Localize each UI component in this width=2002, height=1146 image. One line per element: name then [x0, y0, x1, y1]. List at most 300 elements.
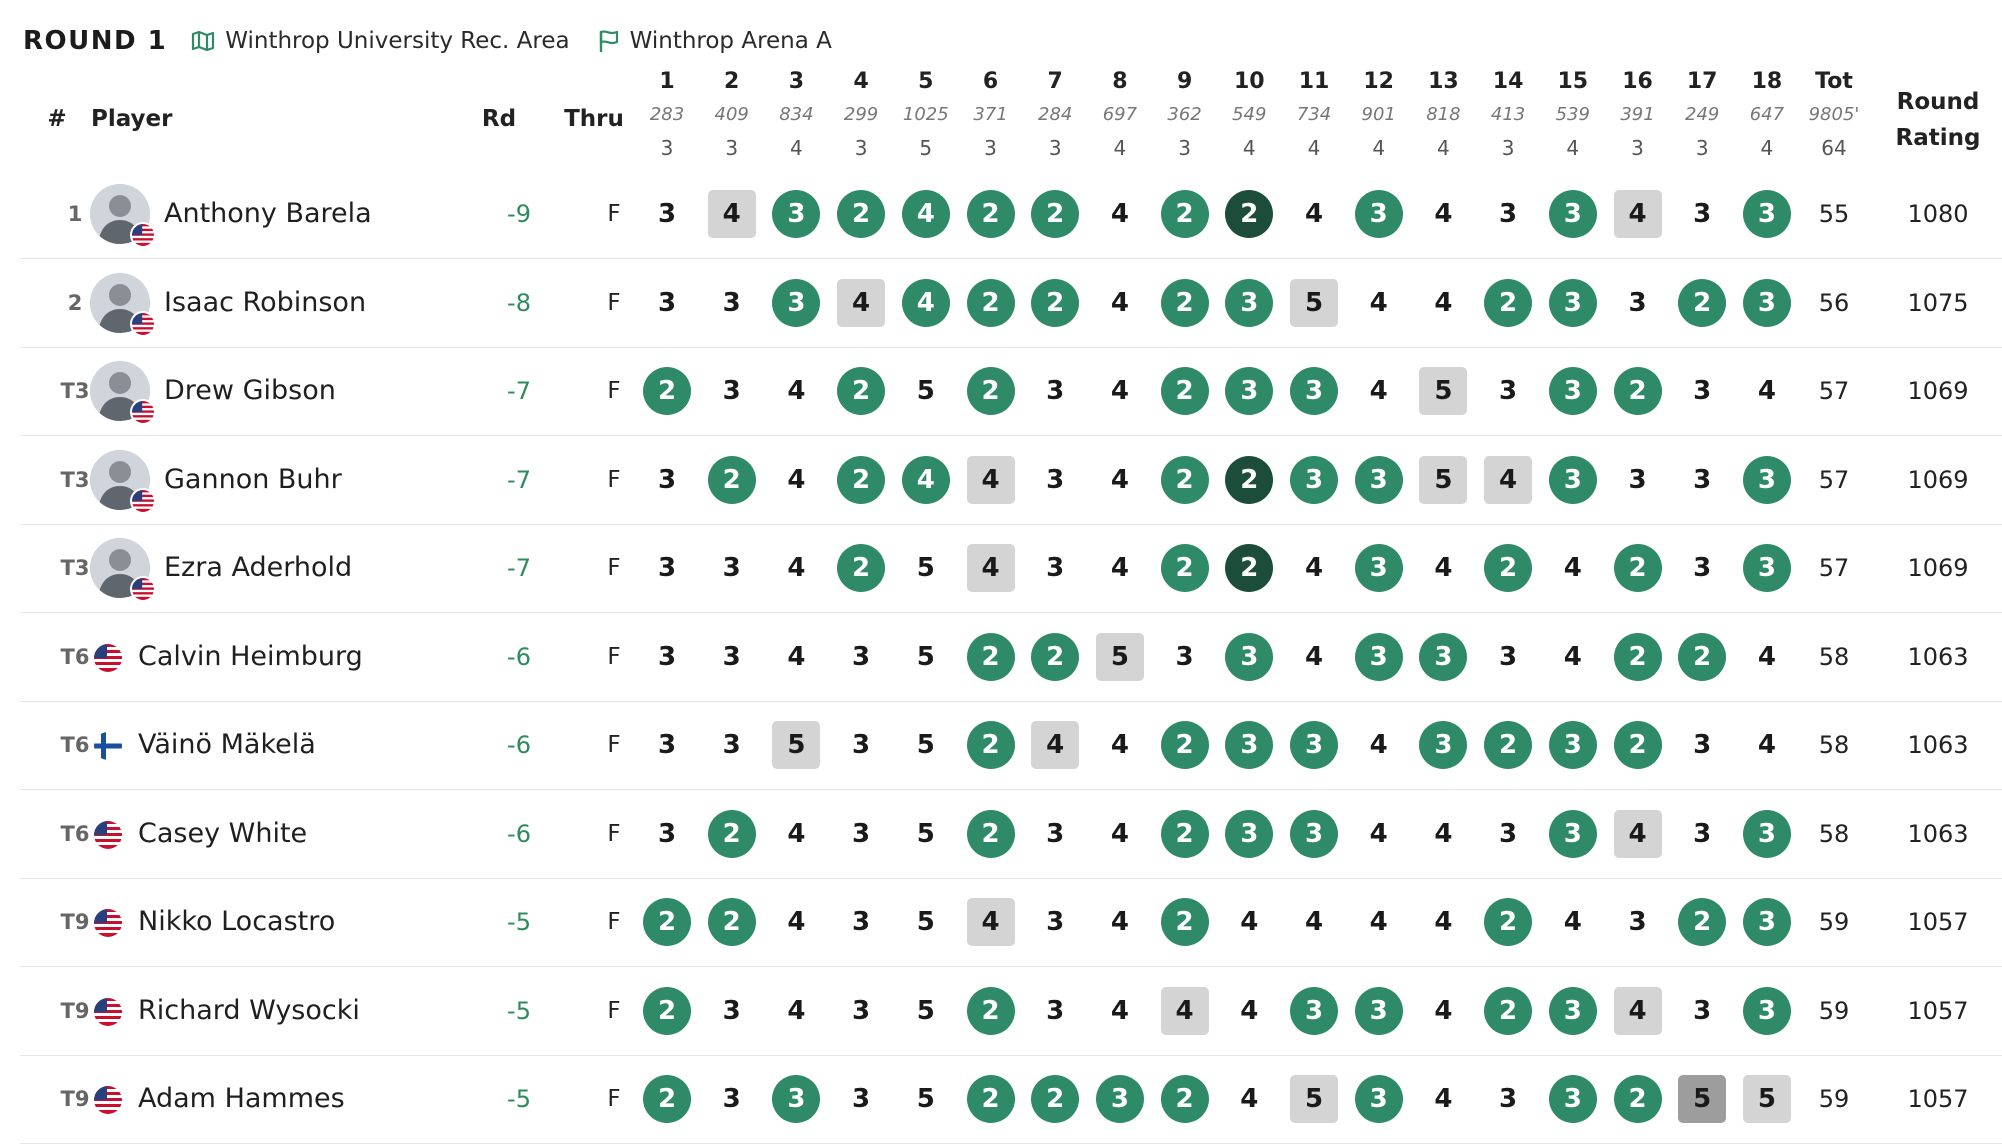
hole-score: 4	[708, 190, 756, 238]
table-row[interactable]	[20, 259, 2002, 348]
hole-number: 5	[918, 69, 934, 94]
player-position: T6	[60, 733, 90, 757]
hole-score: 4	[1614, 810, 1662, 858]
round-rating: 1057	[1907, 908, 1969, 936]
hole-header-6	[959, 66, 1023, 164]
round-score: -7	[507, 465, 531, 494]
round-rating: 1063	[1907, 731, 1969, 759]
hole-header-7	[1023, 66, 1087, 164]
hole-score: 2	[1484, 898, 1532, 946]
hole-score: 4	[1369, 376, 1388, 406]
hole-score: 3	[1743, 190, 1791, 238]
round-rating: 1075	[1907, 288, 1969, 317]
hole-score: 4	[1434, 199, 1453, 229]
hole-score: 3	[722, 376, 741, 406]
hole-score: 4	[837, 279, 885, 327]
hole-score: 3	[657, 287, 677, 318]
hole-score: 3	[1693, 553, 1712, 583]
hole-score: 3	[1355, 544, 1403, 592]
round-rating: 1063	[1907, 819, 1969, 848]
hole-number: 13	[1428, 69, 1459, 94]
hole-distance: 901	[1361, 104, 1396, 125]
player-position: T9	[60, 998, 90, 1023]
hole-score: 2	[1161, 544, 1209, 592]
hole-number: 9	[1176, 69, 1193, 94]
hole-score: 3	[1743, 544, 1791, 592]
hole-score: 3	[1499, 641, 1518, 672]
hole-score: 3	[852, 995, 871, 1026]
total-strokes: 59	[1818, 996, 1850, 1025]
total-strokes: 57	[1818, 377, 1850, 405]
hole-score: 5	[1419, 456, 1467, 504]
total-strokes: 57	[1818, 554, 1850, 582]
hole-score: 3	[1355, 456, 1403, 504]
course-link[interactable]	[191, 28, 569, 54]
layout-link[interactable]	[598, 28, 832, 54]
hole-score: 3	[1549, 987, 1597, 1035]
hole-score: 4	[1563, 907, 1582, 937]
col-player-header[interactable]: Player	[91, 106, 173, 132]
hole-par: 3	[854, 136, 868, 160]
hole-par: 4	[790, 136, 803, 160]
hole-score: 2	[1484, 544, 1532, 592]
round-rating: 1069	[1907, 554, 1969, 582]
hole-score: 4	[1110, 199, 1129, 229]
layout-name: Winthrop Arena A	[629, 28, 832, 54]
hole-par: 4	[1760, 136, 1774, 160]
hole-score: 4	[1110, 376, 1129, 406]
hole-score: 3	[722, 995, 741, 1026]
table-row[interactable]	[20, 524, 2002, 613]
hole-distance: 549	[1232, 104, 1267, 125]
hole-score: 4	[1110, 553, 1129, 583]
hole-header-15	[1541, 66, 1605, 164]
hole-score: 3	[722, 730, 741, 760]
hole-par: 3	[660, 136, 674, 160]
usa-flag-icon	[132, 578, 154, 600]
hole-score: 2	[837, 367, 885, 415]
hole-score: 2	[1614, 721, 1662, 769]
table-row[interactable]	[20, 436, 2002, 525]
hole-score: 5	[1290, 279, 1338, 327]
hole-score: 2	[1678, 279, 1726, 327]
hole-score: 3	[1693, 376, 1712, 406]
hole-score: 3	[1419, 721, 1467, 769]
hole-score: 3	[1290, 987, 1338, 1035]
hole-score: 2	[708, 898, 756, 946]
total-strokes: 59	[1818, 1085, 1850, 1113]
hole-distance: 539	[1555, 104, 1590, 125]
hole-score: 3	[1743, 987, 1791, 1035]
hole-score: 5	[1290, 1075, 1338, 1123]
total-par: 64	[1821, 136, 1847, 160]
table-row[interactable]	[20, 701, 2002, 790]
hole-par: 4	[1566, 136, 1580, 160]
hole-score: 4	[787, 818, 806, 849]
hole-score: 2	[1225, 190, 1273, 238]
hole-par: 4	[1307, 136, 1321, 160]
player-name-link[interactable]: Isaac Robinson	[164, 286, 367, 318]
hole-score: 4	[1369, 818, 1388, 849]
hole-score: 3	[1225, 721, 1273, 769]
hole-score: 3	[1225, 279, 1273, 327]
round-score: -7	[507, 554, 531, 582]
hole-score: 3	[1046, 907, 1065, 937]
hole-number: 10	[1233, 69, 1265, 94]
hole-header-4	[829, 66, 893, 164]
player-position: T3	[60, 467, 90, 492]
hole-score: 3	[1355, 1075, 1403, 1123]
table-row[interactable]	[20, 170, 2002, 259]
hole-header-1	[635, 66, 699, 164]
hole-header-14	[1476, 66, 1540, 164]
thru-status: F	[607, 555, 621, 581]
hole-score: 4	[967, 456, 1015, 504]
hole-score: 5	[916, 730, 935, 760]
hole-score: 3	[1693, 995, 1712, 1026]
player-position: T6	[60, 821, 90, 846]
hole-score: 3	[1355, 633, 1403, 681]
table-row[interactable]	[20, 967, 2002, 1056]
hole-score: 3	[772, 1075, 820, 1123]
thru-status: F	[607, 378, 621, 404]
thru-status: F	[607, 643, 621, 670]
usa-flag-icon	[94, 821, 122, 849]
hole-number: 6	[982, 69, 999, 94]
hole-score: 3	[1743, 898, 1791, 946]
round-rating: 1069	[1907, 377, 1969, 405]
hole-score: 2	[967, 367, 1015, 415]
hole-number: 15	[1557, 69, 1589, 94]
hole-score: 2	[1031, 1075, 1079, 1123]
hole-score: 2	[643, 1075, 691, 1123]
hole-distance: 413	[1490, 104, 1526, 125]
thru-status: F	[607, 201, 621, 227]
hole-distance: 734	[1296, 104, 1332, 125]
flag-icon	[598, 29, 620, 53]
hole-score: 4	[1110, 287, 1129, 318]
total-strokes: 57	[1818, 465, 1850, 494]
player-name-link[interactable]: Gannon Buhr	[164, 463, 342, 495]
usa-flag-icon	[94, 998, 122, 1026]
hole-distance: 697	[1102, 104, 1138, 125]
usa-flag-icon	[132, 401, 154, 423]
round-rating: 1080	[1907, 200, 1969, 228]
hole-score: 4	[1110, 995, 1129, 1026]
hole-score: 2	[1678, 633, 1726, 681]
hole-score: 2	[967, 190, 1015, 238]
hole-score: 2	[1161, 190, 1209, 238]
hole-score: 3	[1355, 987, 1403, 1035]
hole-score: 3	[1549, 1075, 1597, 1123]
hole-par: 3	[1048, 136, 1062, 160]
hole-score: 4	[902, 456, 950, 504]
hole-par: 3	[1178, 136, 1191, 160]
hole-score: 3	[1096, 1075, 1144, 1123]
hole-score: 2	[643, 898, 691, 946]
finland-flag-icon	[94, 732, 122, 760]
hole-distance: 283	[649, 104, 685, 125]
hole-score: 4	[1434, 907, 1453, 937]
hole-score: 2	[1225, 544, 1273, 592]
total-strokes: 59	[1818, 908, 1850, 936]
hole-header-13	[1411, 66, 1475, 164]
hole-score: 3	[1499, 199, 1518, 229]
hole-score: 4	[967, 898, 1015, 946]
hole-score: 4	[1304, 199, 1324, 229]
player-name-link[interactable]: Richard Wysocki	[138, 994, 360, 1026]
total-label: Tot	[1815, 69, 1853, 94]
hole-score: 4	[902, 279, 950, 327]
hole-score: 3	[1046, 995, 1065, 1026]
hole-number: 14	[1492, 69, 1524, 94]
hole-score: 2	[1161, 898, 1209, 946]
hole-score: 2	[1614, 633, 1662, 681]
hole-par: 3	[1695, 136, 1709, 160]
player-position: T9	[60, 910, 90, 934]
hole-score: 4	[787, 641, 806, 672]
table-row[interactable]	[20, 878, 2002, 967]
hole-score: 2	[1614, 1075, 1662, 1123]
hole-score: 3	[852, 641, 871, 672]
total-strokes: 58	[1818, 819, 1850, 848]
table-row[interactable]	[20, 790, 2002, 879]
hole-score: 5	[772, 721, 820, 769]
hole-number: 8	[1112, 69, 1128, 94]
hole-score: 4	[1757, 730, 1776, 760]
hole-distance: 834	[779, 104, 814, 125]
hole-score: 3	[772, 279, 820, 327]
hole-header-8	[1088, 66, 1152, 164]
hole-score: 3	[657, 818, 677, 849]
hole-number: 3	[788, 69, 805, 94]
hole-score: 2	[708, 810, 756, 858]
hole-score: 3	[1225, 367, 1273, 415]
hole-distance: 409	[714, 104, 749, 125]
hole-score: 3	[852, 818, 871, 849]
hole-score: 3	[852, 907, 871, 937]
hole-score: 3	[1743, 279, 1791, 327]
usa-flag-icon	[132, 313, 154, 335]
hole-header-12	[1347, 66, 1411, 164]
table-row[interactable]	[20, 347, 2002, 436]
hole-score: 4	[1484, 456, 1532, 504]
hole-score: 2	[1161, 279, 1209, 327]
hole-score: 5	[916, 553, 935, 583]
hole-score: 3	[1355, 190, 1403, 238]
table-row[interactable]	[20, 613, 2002, 702]
hole-score: 3	[1549, 456, 1597, 504]
hole-number: 2	[724, 69, 740, 94]
hole-score: 4	[1110, 464, 1129, 495]
hole-score: 3	[722, 1084, 741, 1114]
hole-score: 4	[1434, 287, 1453, 318]
hole-score: 2	[1161, 456, 1209, 504]
player-name-link[interactable]: Väinö Mäkelä	[138, 729, 316, 760]
player-name-link[interactable]: Ezra Aderhold	[164, 552, 353, 583]
player-position: T9	[60, 1087, 90, 1111]
player-name-link[interactable]: Anthony Barela	[164, 198, 372, 229]
usa-flag-icon	[132, 490, 154, 512]
hole-number: 1	[659, 69, 675, 94]
hole-score: 4	[902, 190, 950, 238]
hole-score: 4	[1434, 553, 1453, 583]
hole-par: 3	[1501, 136, 1515, 160]
hole-score: 3	[772, 190, 820, 238]
hole-score: 3	[1046, 553, 1065, 583]
hole-score: 2	[1031, 279, 1079, 327]
hole-score: 4	[1240, 907, 1259, 937]
hole-score: 2	[1484, 279, 1532, 327]
hole-score: 5	[1419, 367, 1467, 415]
hole-score: 2	[967, 810, 1015, 858]
hole-score: 2	[1484, 721, 1532, 769]
hole-score: 4	[1757, 376, 1776, 406]
hole-score: 3	[1549, 367, 1597, 415]
hole-score: 3	[1743, 456, 1791, 504]
hole-score: 2	[1614, 367, 1662, 415]
hole-score: 3	[722, 553, 741, 583]
hole-score: 3	[1499, 818, 1518, 849]
hole-par: 4	[1372, 136, 1386, 160]
rating-header-line1: Round	[1896, 89, 1980, 115]
rating-header-line2: Rating	[1895, 125, 1981, 151]
hole-score: 2	[967, 721, 1015, 769]
usa-flag-icon	[94, 644, 122, 672]
player-name-link[interactable]: Calvin Heimburg	[138, 640, 363, 672]
hole-score: 4	[1240, 1084, 1259, 1114]
hole-score: 2	[708, 456, 756, 504]
hole-score: 2	[837, 544, 885, 592]
player-position: T3	[60, 379, 90, 403]
hole-score: 4	[787, 464, 806, 495]
col-thru-header: Thru	[564, 106, 624, 132]
hole-distance: 371	[973, 104, 1008, 125]
hole-score: 3	[1046, 464, 1065, 495]
hole-distance: 362	[1167, 104, 1202, 125]
hole-score: 3	[1290, 367, 1338, 415]
hole-score: 4	[1304, 553, 1324, 583]
hole-score: 2	[1225, 456, 1273, 504]
map-icon	[191, 30, 215, 52]
hole-score: 4	[787, 995, 806, 1026]
round-score: -5	[507, 1085, 531, 1113]
hole-score: 2	[967, 987, 1015, 1035]
usa-flag-icon	[94, 1086, 122, 1114]
hole-score: 3	[1693, 464, 1712, 495]
hole-score: 3	[852, 1084, 871, 1114]
hole-score: 2	[1161, 810, 1209, 858]
hole-score: 5	[916, 995, 935, 1026]
thru-status: F	[607, 1086, 621, 1112]
hole-score: 3	[1549, 721, 1597, 769]
hole-score: 2	[1484, 987, 1532, 1035]
hole-header-3	[764, 66, 828, 164]
round-score: -5	[507, 996, 531, 1025]
hole-number: 16	[1622, 69, 1653, 94]
player-name-link[interactable]: Casey White	[138, 817, 308, 849]
hole-score: 5	[1743, 1075, 1791, 1123]
hole-header-2	[700, 66, 764, 164]
hole-score: 4	[1614, 987, 1662, 1035]
hole-score: 3	[1549, 190, 1597, 238]
hole-score: 5	[1096, 633, 1144, 681]
hole-score: 3	[1628, 287, 1647, 318]
hole-par: 4	[1242, 136, 1256, 160]
hole-number: 7	[1047, 69, 1063, 94]
hole-number: 12	[1363, 69, 1394, 94]
round-rating: 1063	[1907, 642, 1969, 671]
hole-score: 5	[1678, 1075, 1726, 1123]
round-rating: 1057	[1907, 996, 1969, 1025]
hole-score: 3	[722, 287, 741, 318]
hole-score: 2	[643, 367, 691, 415]
hole-score: 4	[967, 544, 1015, 592]
hole-number: 18	[1751, 69, 1783, 94]
player-position: 2	[67, 290, 83, 315]
hole-header-5	[894, 66, 958, 164]
hole-score: 2	[967, 279, 1015, 327]
hole-par: 5	[919, 136, 933, 160]
player-position: T6	[60, 644, 90, 669]
hole-score: 3	[1419, 633, 1467, 681]
player-name-link[interactable]: Adam Hammes	[138, 1083, 345, 1114]
round-score: -6	[507, 819, 531, 848]
hole-score: 2	[1614, 544, 1662, 592]
hole-score: 3	[1628, 464, 1647, 495]
hole-score: 4	[1304, 907, 1324, 937]
total-distance: 9805'	[1808, 104, 1860, 125]
hole-score: 4	[1434, 1084, 1453, 1114]
hole-score: 3	[1743, 810, 1791, 858]
hole-score: 3	[657, 730, 677, 760]
hole-score: 3	[1693, 730, 1712, 760]
hole-score: 3	[657, 641, 677, 672]
player-name-link[interactable]: Drew Gibson	[164, 375, 336, 406]
hole-score: 3	[1693, 199, 1712, 229]
hole-score: 2	[837, 190, 885, 238]
hole-score: 2	[643, 987, 691, 1035]
hole-score: 4	[1757, 641, 1776, 672]
col-rd-header[interactable]: Rd	[481, 106, 517, 132]
hole-score: 4	[1563, 641, 1582, 672]
hole-distance: 647	[1749, 104, 1785, 125]
hole-score: 4	[787, 553, 806, 583]
hole-score: 4	[1161, 987, 1209, 1035]
hole-score: 2	[1161, 367, 1209, 415]
hole-score: 2	[837, 456, 885, 504]
hole-score: 5	[916, 818, 935, 849]
hole-score: 4	[1304, 641, 1324, 672]
hole-score: 3	[657, 199, 677, 229]
hole-score: 3	[1628, 907, 1647, 937]
hole-score: 4	[1031, 721, 1079, 769]
hole-score: 4	[1369, 907, 1388, 937]
round-score: -9	[507, 200, 531, 228]
hole-header-18	[1735, 66, 1799, 164]
hole-score: 3	[852, 730, 871, 760]
table-row[interactable]	[20, 1055, 2002, 1144]
hole-score: 4	[787, 907, 806, 937]
hole-score: 2	[967, 1075, 1015, 1123]
hole-header-16	[1606, 66, 1670, 164]
player-position: T3	[60, 556, 90, 580]
total-strokes: 58	[1818, 642, 1850, 671]
hole-header-9	[1153, 66, 1217, 164]
hole-par: 3	[984, 136, 997, 160]
col-total-header	[1799, 66, 1869, 164]
player-name-link[interactable]: Nikko Locastro	[138, 906, 336, 937]
